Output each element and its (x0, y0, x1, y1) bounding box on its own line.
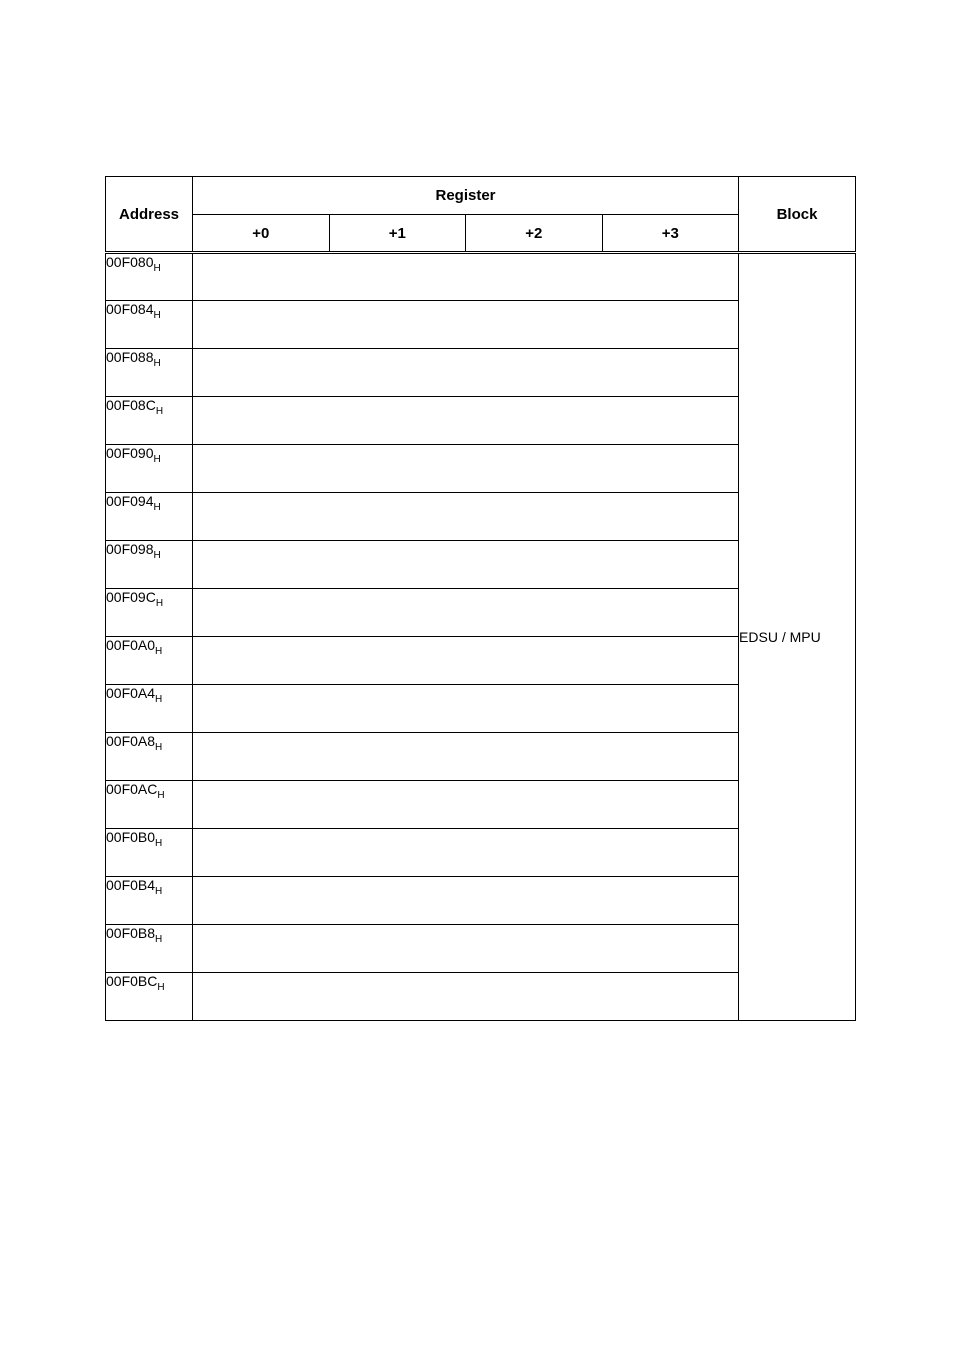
address-cell (106, 877, 193, 925)
offset-header-1: +1 (329, 215, 466, 253)
register-cell (193, 781, 739, 829)
address-cell (106, 445, 193, 493)
address-value: 00F0B0 (106, 829, 156, 845)
address-value: 00F088 (106, 349, 154, 365)
address-cell (106, 397, 193, 445)
register-cell (193, 301, 739, 349)
address-cell (106, 301, 193, 349)
block-cell: EDSU / MPU (739, 253, 856, 1021)
address-cell (106, 493, 193, 541)
hex-suffix: H (155, 838, 163, 849)
register-map-table-container (105, 176, 855, 1021)
hex-suffix: H (153, 550, 161, 561)
register-cell (193, 877, 739, 925)
address-value: 00F0BC (106, 973, 158, 989)
register-cell (193, 445, 739, 493)
address-cell (106, 589, 193, 637)
offset-header-3: +3 (602, 215, 739, 253)
hex-suffix: H (153, 263, 161, 274)
address-value: 00F08C (106, 397, 156, 413)
address-cell (106, 541, 193, 589)
register-cell (193, 493, 739, 541)
hex-suffix: H (157, 982, 165, 993)
address-cell (106, 253, 193, 301)
block-column-header: Block (739, 177, 856, 253)
address-cell (106, 829, 193, 877)
hex-suffix: H (153, 502, 161, 513)
register-map-table (105, 176, 856, 1021)
register-rows (106, 253, 856, 1021)
address-cell (106, 637, 193, 685)
address-cell (106, 781, 193, 829)
address-cell (106, 925, 193, 973)
address-value: 00F0A0 (106, 637, 156, 653)
address-column-header: Address (106, 177, 193, 253)
hex-suffix: H (157, 790, 165, 801)
hex-suffix: H (155, 598, 164, 609)
address-value: 00F090 (106, 445, 154, 461)
address-cell (106, 973, 193, 1021)
register-cell (193, 397, 739, 445)
hex-suffix: H (155, 694, 163, 705)
hex-suffix: H (155, 886, 163, 897)
hex-suffix: H (155, 934, 163, 945)
address-value: 00F0B8 (106, 925, 156, 941)
address-cell (106, 685, 193, 733)
table-row (106, 253, 856, 301)
address-cell (106, 349, 193, 397)
register-cell (193, 829, 739, 877)
address-value: 00F0B4 (106, 877, 156, 893)
address-value: 00F0A4 (106, 685, 156, 701)
address-cell (106, 733, 193, 781)
hex-suffix: H (155, 646, 163, 657)
register-cell (193, 685, 739, 733)
address-value: 00F084 (106, 301, 154, 317)
register-cell (193, 349, 739, 397)
hex-suffix: H (155, 742, 163, 753)
address-value: 00F098 (106, 541, 154, 557)
register-cell (193, 541, 739, 589)
register-cell (193, 925, 739, 973)
register-cell (193, 973, 739, 1021)
hex-suffix: H (155, 406, 164, 417)
hex-suffix: H (153, 310, 161, 321)
address-value: 00F0A8 (106, 733, 156, 749)
hex-suffix: H (153, 358, 161, 369)
register-cell (193, 589, 739, 637)
register-column-header: Register (193, 177, 739, 215)
address-value: 00F0AC (106, 781, 158, 797)
register-cell (193, 253, 739, 301)
register-cell (193, 733, 739, 781)
offset-header-2: +2 (466, 215, 603, 253)
address-value: 00F080 (106, 254, 154, 270)
address-value: 00F094 (106, 493, 154, 509)
hex-suffix: H (153, 454, 161, 465)
address-value: 00F09C (106, 589, 156, 605)
register-cell (193, 637, 739, 685)
offset-header-0: +0 (193, 215, 330, 253)
